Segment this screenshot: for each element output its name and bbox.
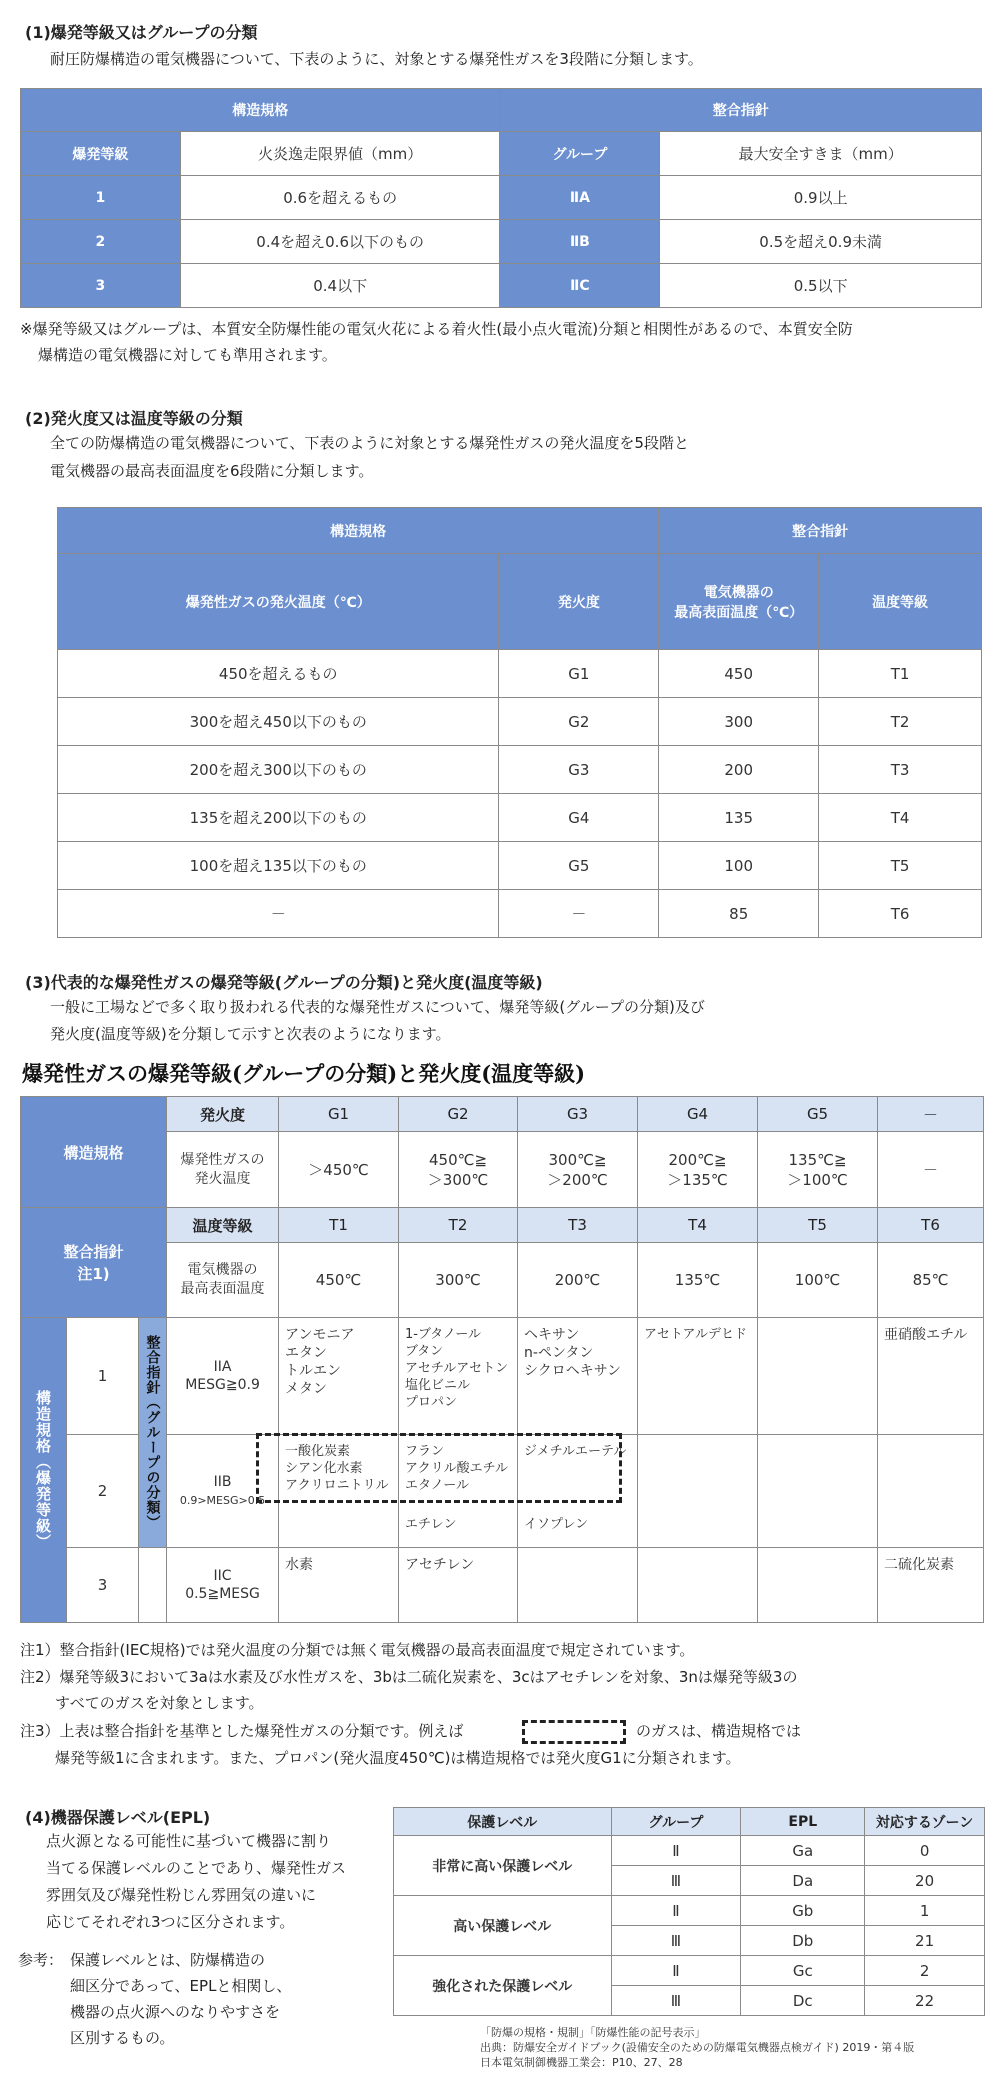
- level-very-high: 非常に高い保護レベル: [394, 1836, 612, 1896]
- row-label-hakkado: 発火度: [167, 1097, 279, 1132]
- th-kozo: 構造規格: [58, 508, 659, 554]
- section1-title: (1)爆発等級又はグループの分類: [25, 23, 258, 42]
- level-high: 高い保護レベル: [394, 1896, 612, 1956]
- table-row: 100を超え135以下のもの G5 100 T5: [58, 842, 982, 890]
- row-label-seigo: 整合指針 注1): [21, 1208, 167, 1318]
- gas-note-2b: すべてのガスを対象とします。: [55, 1694, 264, 1712]
- ref-text: 保護レベルとは、防爆構造の 細区分であって、EPLと相関し、 機器の点火源へのなりやすさを 区別するもの。: [70, 1951, 292, 2047]
- th-group: グループ: [500, 132, 660, 176]
- grade-3: 3: [67, 1548, 139, 1623]
- grade-2: 2: [67, 1435, 139, 1548]
- table-ignition-class: [57, 507, 982, 938]
- th-temp-class: 温度等級: [819, 554, 982, 650]
- row-label-ignition: 爆発性ガスの 発火温度: [167, 1132, 279, 1208]
- grade-1: 1: [67, 1318, 139, 1435]
- section1-text: 耐圧防爆構造の電気機器について、下表のように、対象とする爆発性ガスを3段階に分類します。: [50, 50, 703, 68]
- th-bakuhatsu: 爆発等級: [21, 132, 181, 176]
- seigo-vertical-label: 整合指針（グループの分類）: [139, 1318, 167, 1548]
- gas-table-title: 爆発性ガスの爆発等級(グループの分類)と発火度(温度等級): [22, 1061, 586, 1086]
- section2-title: (2)発火度又は温度等級の分類: [25, 409, 243, 428]
- section4-title: (4)機器保護レベル(EPL): [25, 1808, 211, 1827]
- table-gas-classification: 構造規格 発火度 G1 G2 G3 G4 G5 － 爆発性ガスの 発火温度 ＞450℃ 450℃≧ ＞300℃ 300℃≧ ＞200℃ 200℃≧ ＞135℃ 135℃≧ ＞100℃ － 整合指針 注1) 温度等級 T1 T2 T3 T4 T5 T6 電気機器の 最高表面温度 450℃ 300℃ 200℃ 135℃ 100℃ 85℃ 構造規格（爆発等級） 1 整合指針（グループの分類） IIA MESG≧0.9 アンモニア エタン トルエン メタン 1-ブタノール ブタン アセチルアセトン 塩化ビニル プロパン ヘキサン n-ペンタン シクロヘキサン アセトアルデヒド 亜硝酸エチル 2 IIB 0.9>MESG>0.5 一酸化炭素 シアン化水素 アクリロニトリル フラン アクリル酸エチル エタノール エチレン ジメチルエーテル イソプレン 3 IIC 0.5≧MESG 水素 アセチレン 二硫化炭素: [20, 1096, 984, 1623]
- ref-label: 参考：: [18, 1951, 64, 1969]
- section3-text-2: 発火度(温度等級)を分類して示すと次表のようになります。: [50, 1025, 451, 1043]
- gas-note-1: 注1）整合指針(IEC規格)では発火温度の分類では無く電気機器の最高表面温度で規定されています。: [20, 1641, 695, 1659]
- table-row: 200を超え300以下のもの G3 200 T3: [58, 746, 982, 794]
- dashed-highlight-box: [256, 1433, 622, 1503]
- th-kaen: 火炎逸走限界値（mm）: [180, 132, 500, 176]
- group-iia: IIA MESG≧0.9: [167, 1318, 279, 1435]
- section1-note-2: 爆構造の電気機器に対しても準用されます。: [38, 346, 337, 364]
- section2-text-2: 電気機器の最高表面温度を6段階に分類します。: [50, 462, 374, 480]
- table-epl: 保護レベル グループ EPL 対応するゾーン 非常に高い保護レベル Ⅱ Ga 0 Ⅲ Da 20 高い保護レベル Ⅱ Gb 1 Ⅲ Db 21 強化された保護レベル Ⅱ Gc 2 Ⅲ Dc 22: [393, 1807, 985, 2016]
- table-row: － － 85 T6: [58, 890, 982, 938]
- gas-note-3a: 注3）上表は整合指針を基準とした爆発性ガスの分類です。例えば: [20, 1722, 464, 1740]
- section1-note-1: ※爆発等級又はグループは、本質安全防爆性能の電気火花による着火性(最小点火電流)分類と相関性があるので、本質安全防: [20, 320, 853, 338]
- th-surface-temp: 電気機器の 最高表面温度（℃）: [659, 554, 819, 650]
- group-iic: IIC 0.5≧MESG: [167, 1548, 279, 1623]
- row-label-ondo: 温度等級: [167, 1208, 279, 1243]
- table-row: 450を超えるもの G1 450 T1: [58, 650, 982, 698]
- gas-note-2a: 注2）爆発等級3において3aは水素及び水性ガスを、3bは二硫化炭素を、3cはアセチレンを対象、3nは爆発等級3の: [20, 1668, 798, 1686]
- table-row: 135を超え200以下のもの G4 135 T4: [58, 794, 982, 842]
- th-seigo: 整合指針: [500, 89, 982, 132]
- th-ignition-temp: 爆発性ガスの発火温度（℃）: [58, 554, 499, 650]
- section3-title: (3)代表的な爆発性ガスの爆発等級(グループの分類)と発火度(温度等級): [25, 973, 543, 992]
- section2-text-1: 全ての防爆構造の電気機器について、下表のように対象とする爆発性ガスの発火温度を5段階と: [50, 434, 689, 452]
- table-row: 300を超え450以下のもの G2 300 T2: [58, 698, 982, 746]
- th-hakkado: 発火度: [499, 554, 659, 650]
- table-row: 1 0.6を超えるもの ⅡA 0.9以上: [21, 176, 982, 220]
- dashed-legend-box: [522, 1720, 626, 1744]
- row-label-surface: 電気機器の 最高表面温度: [167, 1243, 279, 1318]
- th-mesg: 最大安全すきま（mm）: [660, 132, 982, 176]
- gas-note-3a-tail: のガスは、構造規格では: [636, 1722, 802, 1740]
- source-citation: 「防爆の規格・規制」「防爆性能の記号表示」 出典：防爆安全ガイドブック(設備安全のための防爆電気機器点検ガイド) 2019・第４版 日本電気制御機器工業会：P10、27、28: [480, 2026, 915, 2069]
- section3-text-1: 一般に工場などで多く取り扱われる代表的な爆発性ガスについて、爆発等級(グループの分類)及び: [50, 998, 705, 1016]
- table-row: 2 0.4を超え0.6以下のもの ⅡB 0.5を超え0.9未満: [21, 220, 982, 264]
- table-row: 3 0.4以下 ⅡC 0.5以下: [21, 264, 982, 308]
- group-iib: IIB 0.9>MESG>0.5: [167, 1435, 279, 1548]
- row-label-kozo: 構造規格: [21, 1097, 167, 1208]
- kozo-vertical-label: 構造規格（爆発等級）: [21, 1318, 67, 1623]
- level-enhanced: 強化された保護レベル: [394, 1956, 612, 2016]
- th-kozo: 構造規格: [21, 89, 500, 132]
- th-seigo: 整合指針: [659, 508, 982, 554]
- gas-note-3b: 爆発等級1に含まれます。また、プロパン(発火温度450℃)は構造規格では発火度G1に分類されます。: [55, 1749, 741, 1767]
- table-explosion-class: [20, 88, 982, 308]
- section4-text: 点火源となる可能性に基づいて機器に割り 当てる保護レベルのことであり、爆発性ガス 雰囲気及び爆発性粉じん雰囲気の違いに 応じてそれぞれ3つに区分されます。: [46, 1832, 347, 1931]
